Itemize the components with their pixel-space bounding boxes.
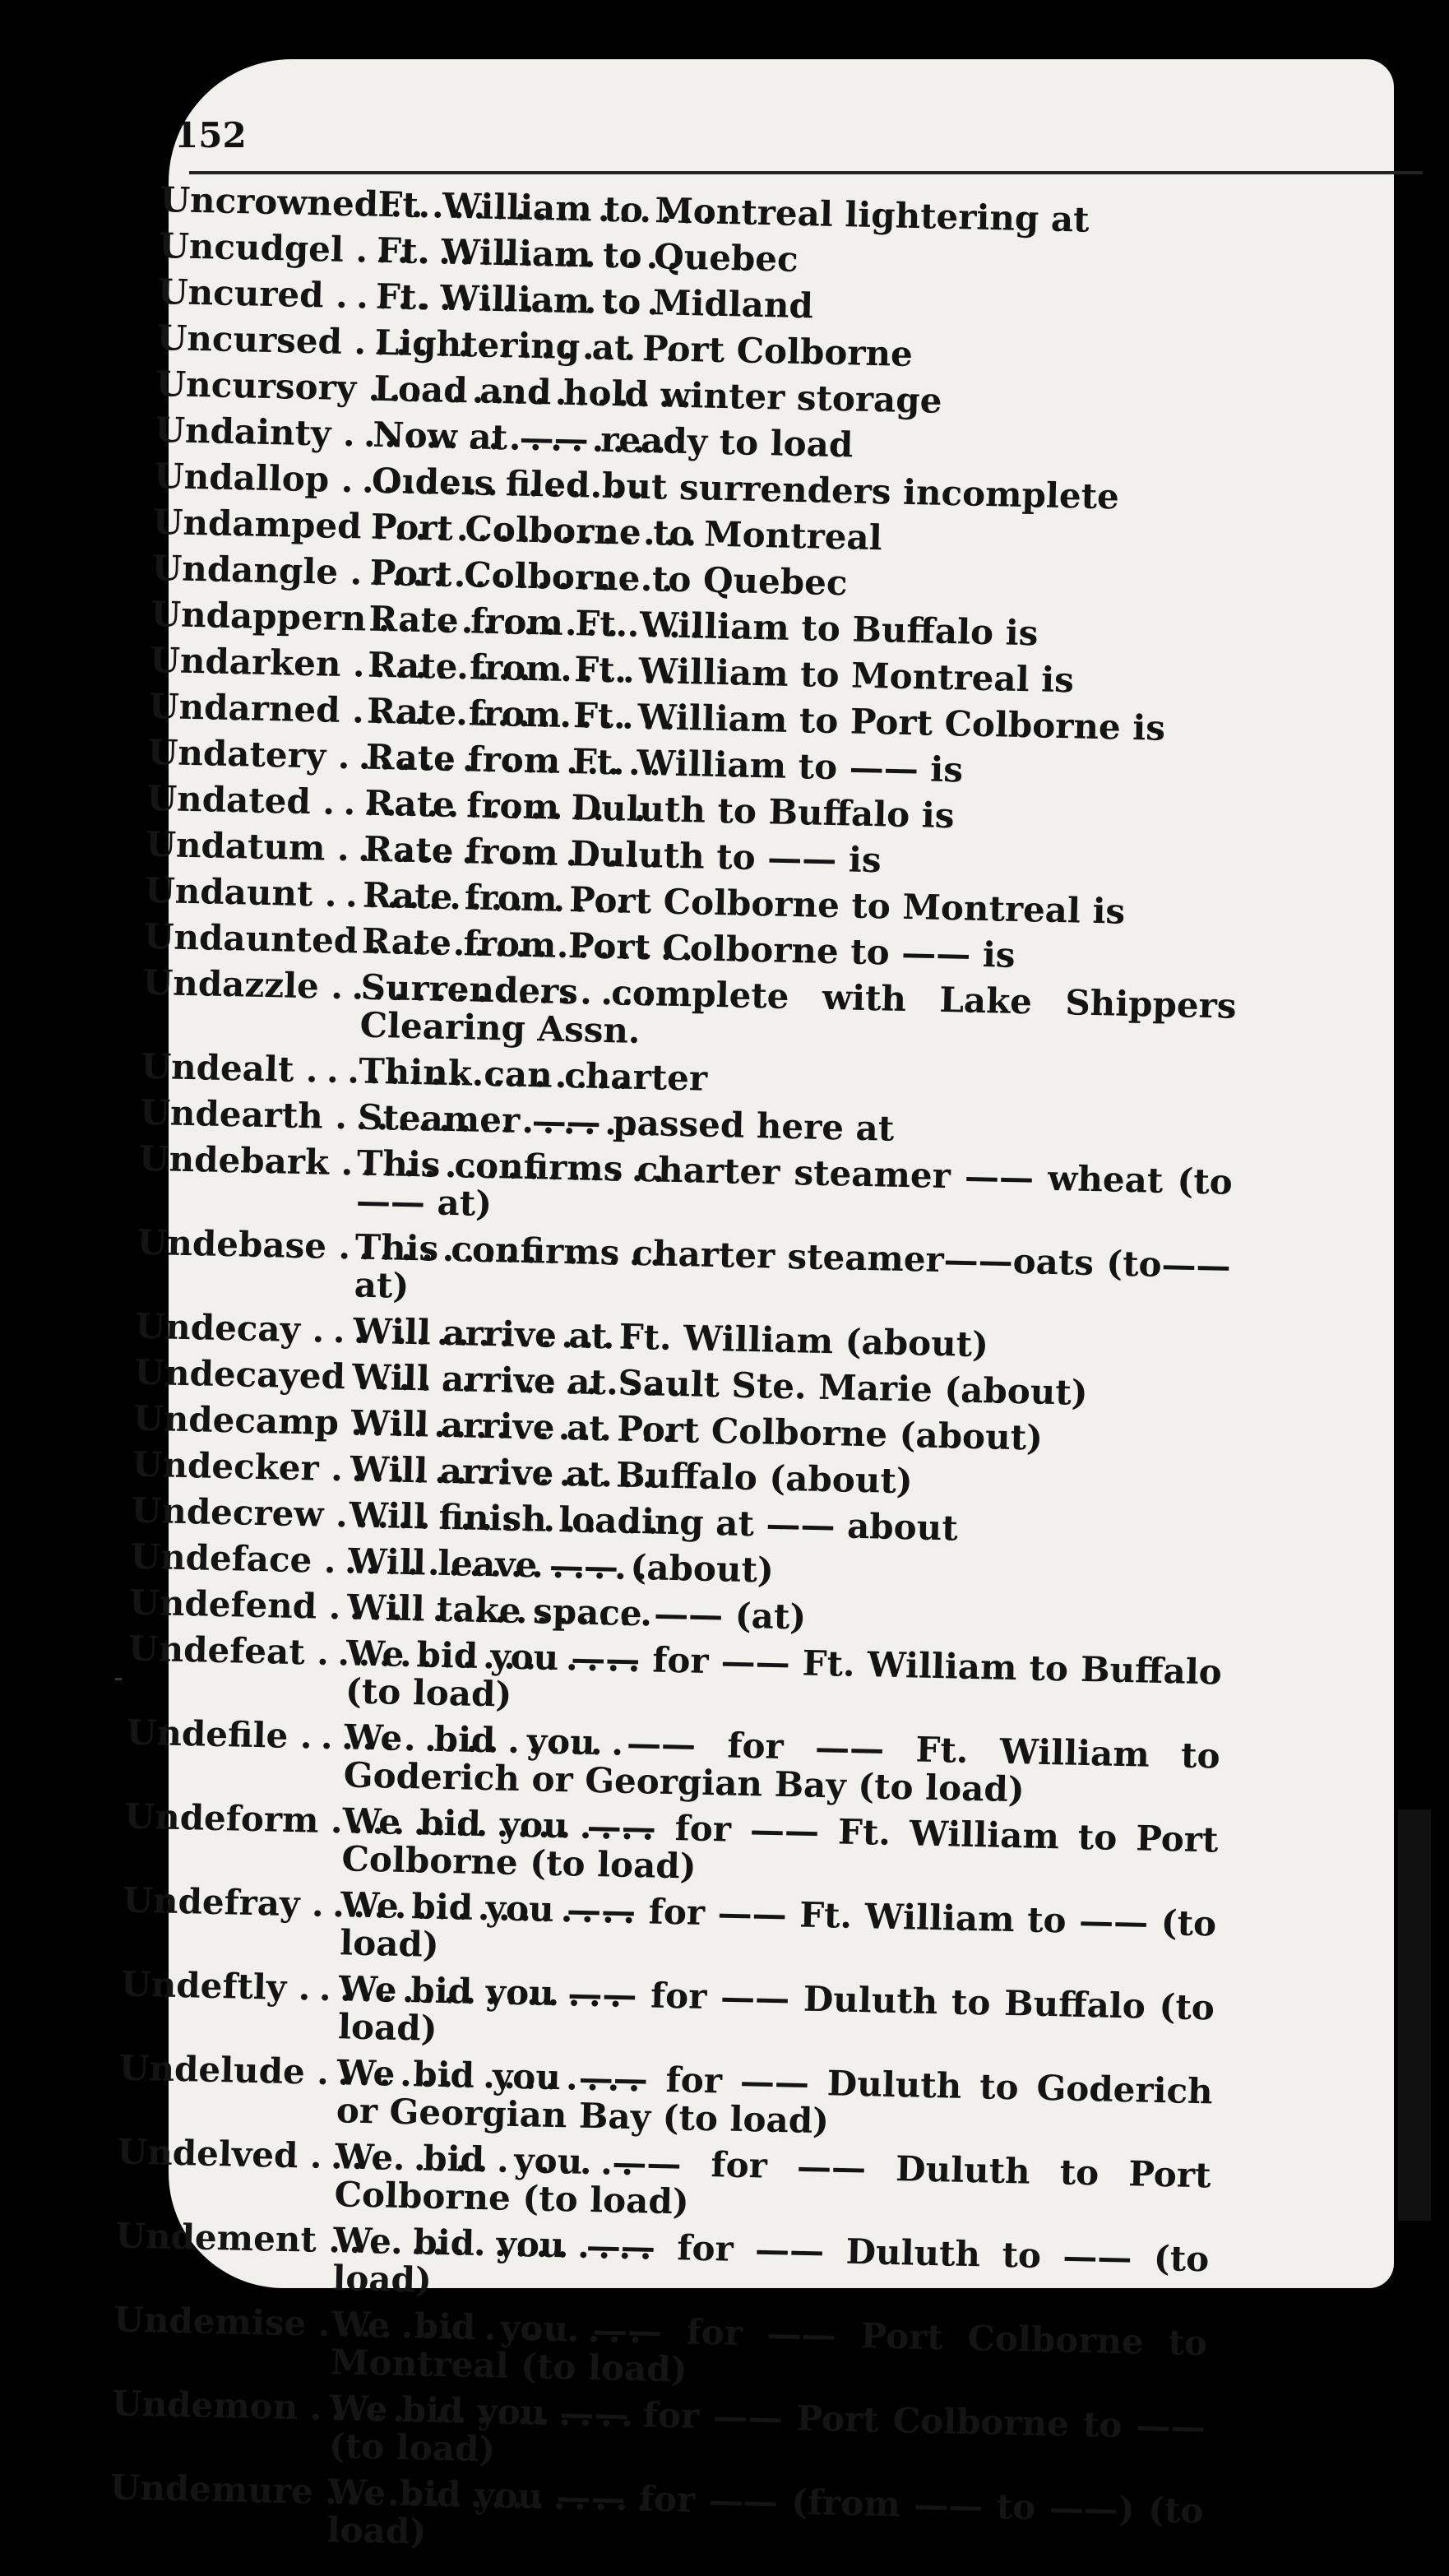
code-word-text: Undeform: [124, 1795, 320, 1841]
code-word: [112, 2384, 331, 2427]
code-meaning: Will arrive at Port Colborne (about): [350, 1402, 1044, 1458]
code-word-text: Undemon: [111, 2383, 299, 2428]
code-word-text: Undefray: [122, 1879, 300, 1925]
code-entry: [118, 2049, 1213, 2148]
code-word-text: Undeftly: [120, 1963, 287, 2008]
code-word-text: Undainty: [154, 409, 331, 454]
code-word: [137, 1221, 355, 1267]
code-meaning: Now at —— ready to load: [372, 414, 854, 466]
code-meaning: We bid you —— for —— Duluth to —— (to load): [331, 2220, 1210, 2300]
code-word-text: Undappern: [150, 593, 367, 639]
code-meaning: Think can charter: [358, 1050, 708, 1099]
code-word: [158, 273, 377, 316]
code-word: [109, 2468, 328, 2511]
code-meaning: We bid you —— for —— Ft. William to Buffalo (to load): [345, 1633, 1223, 1715]
code-entry: [138, 1137, 1234, 1239]
code-word-text: Undearth: [139, 1091, 324, 1137]
code-word: [130, 1538, 349, 1581]
code-entry: [120, 1965, 1215, 2064]
code-word-text: Undecker: [132, 1443, 320, 1489]
code-word: [115, 2217, 334, 2259]
code-meaning: Oıdeıs filed but surrenders incomplete: [371, 460, 1120, 517]
code-meaning: Port Colborne to Montreal: [370, 506, 883, 558]
code-word-text: Undatery: [147, 731, 326, 776]
code-word: [121, 1965, 340, 2008]
code-word: [149, 639, 368, 684]
code-word: [131, 1492, 350, 1535]
code-entry: [141, 961, 1237, 1063]
code-word-text: Undebase: [137, 1221, 327, 1267]
code-word-text: Undemure: [109, 2467, 314, 2512]
code-meaning: Ft. William to Midland: [375, 276, 814, 327]
code-word: [140, 1045, 359, 1091]
code-meaning: Rate from Port Colborne to —— is: [361, 920, 1016, 975]
code-meaning: Rate from Ft. William to Port Colborne is: [366, 690, 1166, 748]
code-word-text: Undaunted: [143, 915, 359, 961]
code-meaning: Surrenders complete with Lake Shippers Clearing Assn.: [359, 966, 1237, 1051]
code-word-text: Undazzle: [142, 961, 320, 1007]
code-word: [156, 319, 375, 362]
code-meaning: Rate from Ft. William to Buffalo is: [368, 598, 1039, 654]
code-meaning: Will leave —— (about): [347, 1541, 775, 1591]
code-word: [113, 2300, 332, 2343]
code-meaning: Will take space —— (at): [346, 1587, 807, 1638]
code-word: [148, 685, 368, 730]
code-word-text: Undecayed: [133, 1351, 346, 1397]
code-entry-list: [109, 181, 1254, 2576]
code-meaning: Rate from Ft. William to Montreal is: [367, 644, 1075, 701]
code-meaning: Rate from Ft. William to —— is: [365, 736, 964, 790]
code-word: [139, 1091, 359, 1137]
code-word: [118, 2049, 337, 2092]
page-number: 152: [174, 115, 247, 155]
code-word: [145, 823, 364, 869]
code-word: [135, 1305, 354, 1351]
header-rule: [189, 171, 1423, 174]
code-word: [129, 1584, 348, 1627]
code-meaning: We bid you —— for —— Ft. William to Goderich or Georgian Bay (to load): [343, 1717, 1221, 1810]
code-word-text: Undecrew: [131, 1490, 325, 1535]
code-word-text: Uncured: [157, 271, 325, 316]
code-word-text: Undefile: [126, 1712, 289, 1756]
code-word: [132, 1397, 352, 1443]
code-entry: [109, 2468, 1204, 2568]
code-word-text: Undebark: [138, 1137, 330, 1183]
code-word: [155, 365, 374, 408]
scan-edge-shadow: [1398, 1809, 1431, 2221]
code-meaning: Will arrive at Buffalo (about): [350, 1448, 914, 1502]
code-meaning: We bid you —— for —— Ft. William to —— (to load): [339, 1884, 1217, 1965]
code-meaning: Port Colborne to Quebec: [369, 552, 849, 604]
code-entry: [116, 2133, 1211, 2232]
code-meaning: Load and hold winter storage: [373, 368, 942, 421]
code-word-text: Undallop: [153, 455, 330, 500]
code-word-text: Undeface: [129, 1536, 312, 1581]
code-word-text: Uncrowned: [159, 179, 379, 225]
code-meaning: Ft. William to Quebec: [376, 229, 799, 280]
code-meaning: Lightering at Port Colborne: [374, 322, 914, 374]
code-word: [132, 1443, 350, 1489]
code-word: [146, 777, 365, 822]
code-word-text: Undamped: [152, 501, 363, 547]
code-word: [160, 181, 378, 224]
code-word-text: Uncursory: [155, 363, 357, 409]
code-word: [126, 1714, 345, 1757]
code-word: [133, 1351, 353, 1397]
code-meaning: Steamer —— passed here at: [357, 1096, 895, 1149]
code-word: [152, 503, 371, 546]
code-word: [138, 1137, 358, 1183]
code-word-text: Undarned: [148, 685, 341, 730]
code-meaning: We bid you —— for —— Port Colborne to —— (to load): [328, 2388, 1206, 2470]
code-word: [142, 961, 361, 1007]
code-word-text: Undealt: [140, 1045, 294, 1090]
code-meaning: Rate from Duluth to —— is: [363, 828, 882, 881]
code-meaning: Rate from Port Colborne to Montreal is: [362, 874, 1126, 932]
code-entry: [111, 2384, 1206, 2484]
code-entry: [127, 1630, 1223, 1730]
code-word: [147, 731, 366, 776]
code-meaning: Will arrive at Ft. William (about): [353, 1310, 989, 1365]
code-meaning: We bid you —— for —— Port Colborne to Montreal (to load): [330, 2304, 1208, 2390]
code-word-text: Undecamp: [132, 1397, 340, 1443]
code-word: [144, 869, 363, 915]
code-word: [154, 457, 373, 500]
code-entry: [113, 2300, 1208, 2400]
code-meaning: We bid you —— for —— Duluth to Goderich or Georgian Bay (to load): [336, 2052, 1214, 2142]
code-word-text: Uncursed: [156, 317, 343, 362]
code-word-text: Undemise: [113, 2299, 307, 2344]
code-meaning: This confirms charter steamer——oats (to——at): [354, 1226, 1232, 1306]
code-meaning: We bid you —— for —— (from —— to ——) (to load): [326, 2472, 1205, 2552]
code-meaning: Will finish loading at —— about: [349, 1494, 959, 1549]
code-meaning: Will arrive at Sault Ste. Marie (about): [351, 1356, 1089, 1413]
code-word-text: Undement: [114, 2215, 317, 2260]
code-word: [151, 549, 370, 592]
code-word: [128, 1630, 347, 1673]
code-word: [159, 227, 377, 270]
code-meaning: We bid you —— for —— Ft. William to Port Colborne (to load): [341, 1800, 1219, 1887]
code-word: [117, 2133, 336, 2175]
code-meaning: We bid you —— for —— Duluth to Port Colborne (to load): [334, 2136, 1211, 2222]
code-word: [122, 1879, 341, 1925]
code-word: [124, 1795, 343, 1841]
code-word-text: Undelude: [118, 2047, 306, 2092]
code-word-text: Uncudgel: [158, 225, 345, 270]
code-word: [150, 595, 369, 638]
code-meaning: We bid you —— for —— Duluth to Buffalo (to load): [337, 1968, 1215, 2049]
code-word-text: Undefeat: [127, 1628, 306, 1673]
code-meaning: Ft. William to Montreal lightering at: [377, 183, 1090, 240]
code-word-text: Undatum: [145, 823, 326, 869]
code-meaning: This confirms charter steamer —— wheat (to —— at): [355, 1142, 1234, 1225]
code-word-text: Undecay: [135, 1305, 301, 1351]
code-word-text: Undefend: [128, 1582, 317, 1627]
code-word-text: Undated: [146, 777, 312, 822]
code-entry: [122, 1879, 1217, 1981]
code-word-text: Undangle: [151, 547, 339, 592]
code-entry: [136, 1221, 1232, 1323]
code-word-text: Undarken: [149, 639, 342, 684]
page-edge-mark: [115, 1678, 122, 1680]
code-word-text: Undelved: [117, 2131, 299, 2176]
code-entry: [123, 1795, 1219, 1897]
code-word: [155, 411, 373, 454]
code-word-text: Undaunt: [144, 869, 313, 915]
code-meaning: Rate from Duluth to Buffalo is: [364, 782, 955, 836]
code-entry: [114, 2217, 1210, 2316]
code-entry: [125, 1714, 1220, 1814]
code-word: [143, 915, 362, 961]
